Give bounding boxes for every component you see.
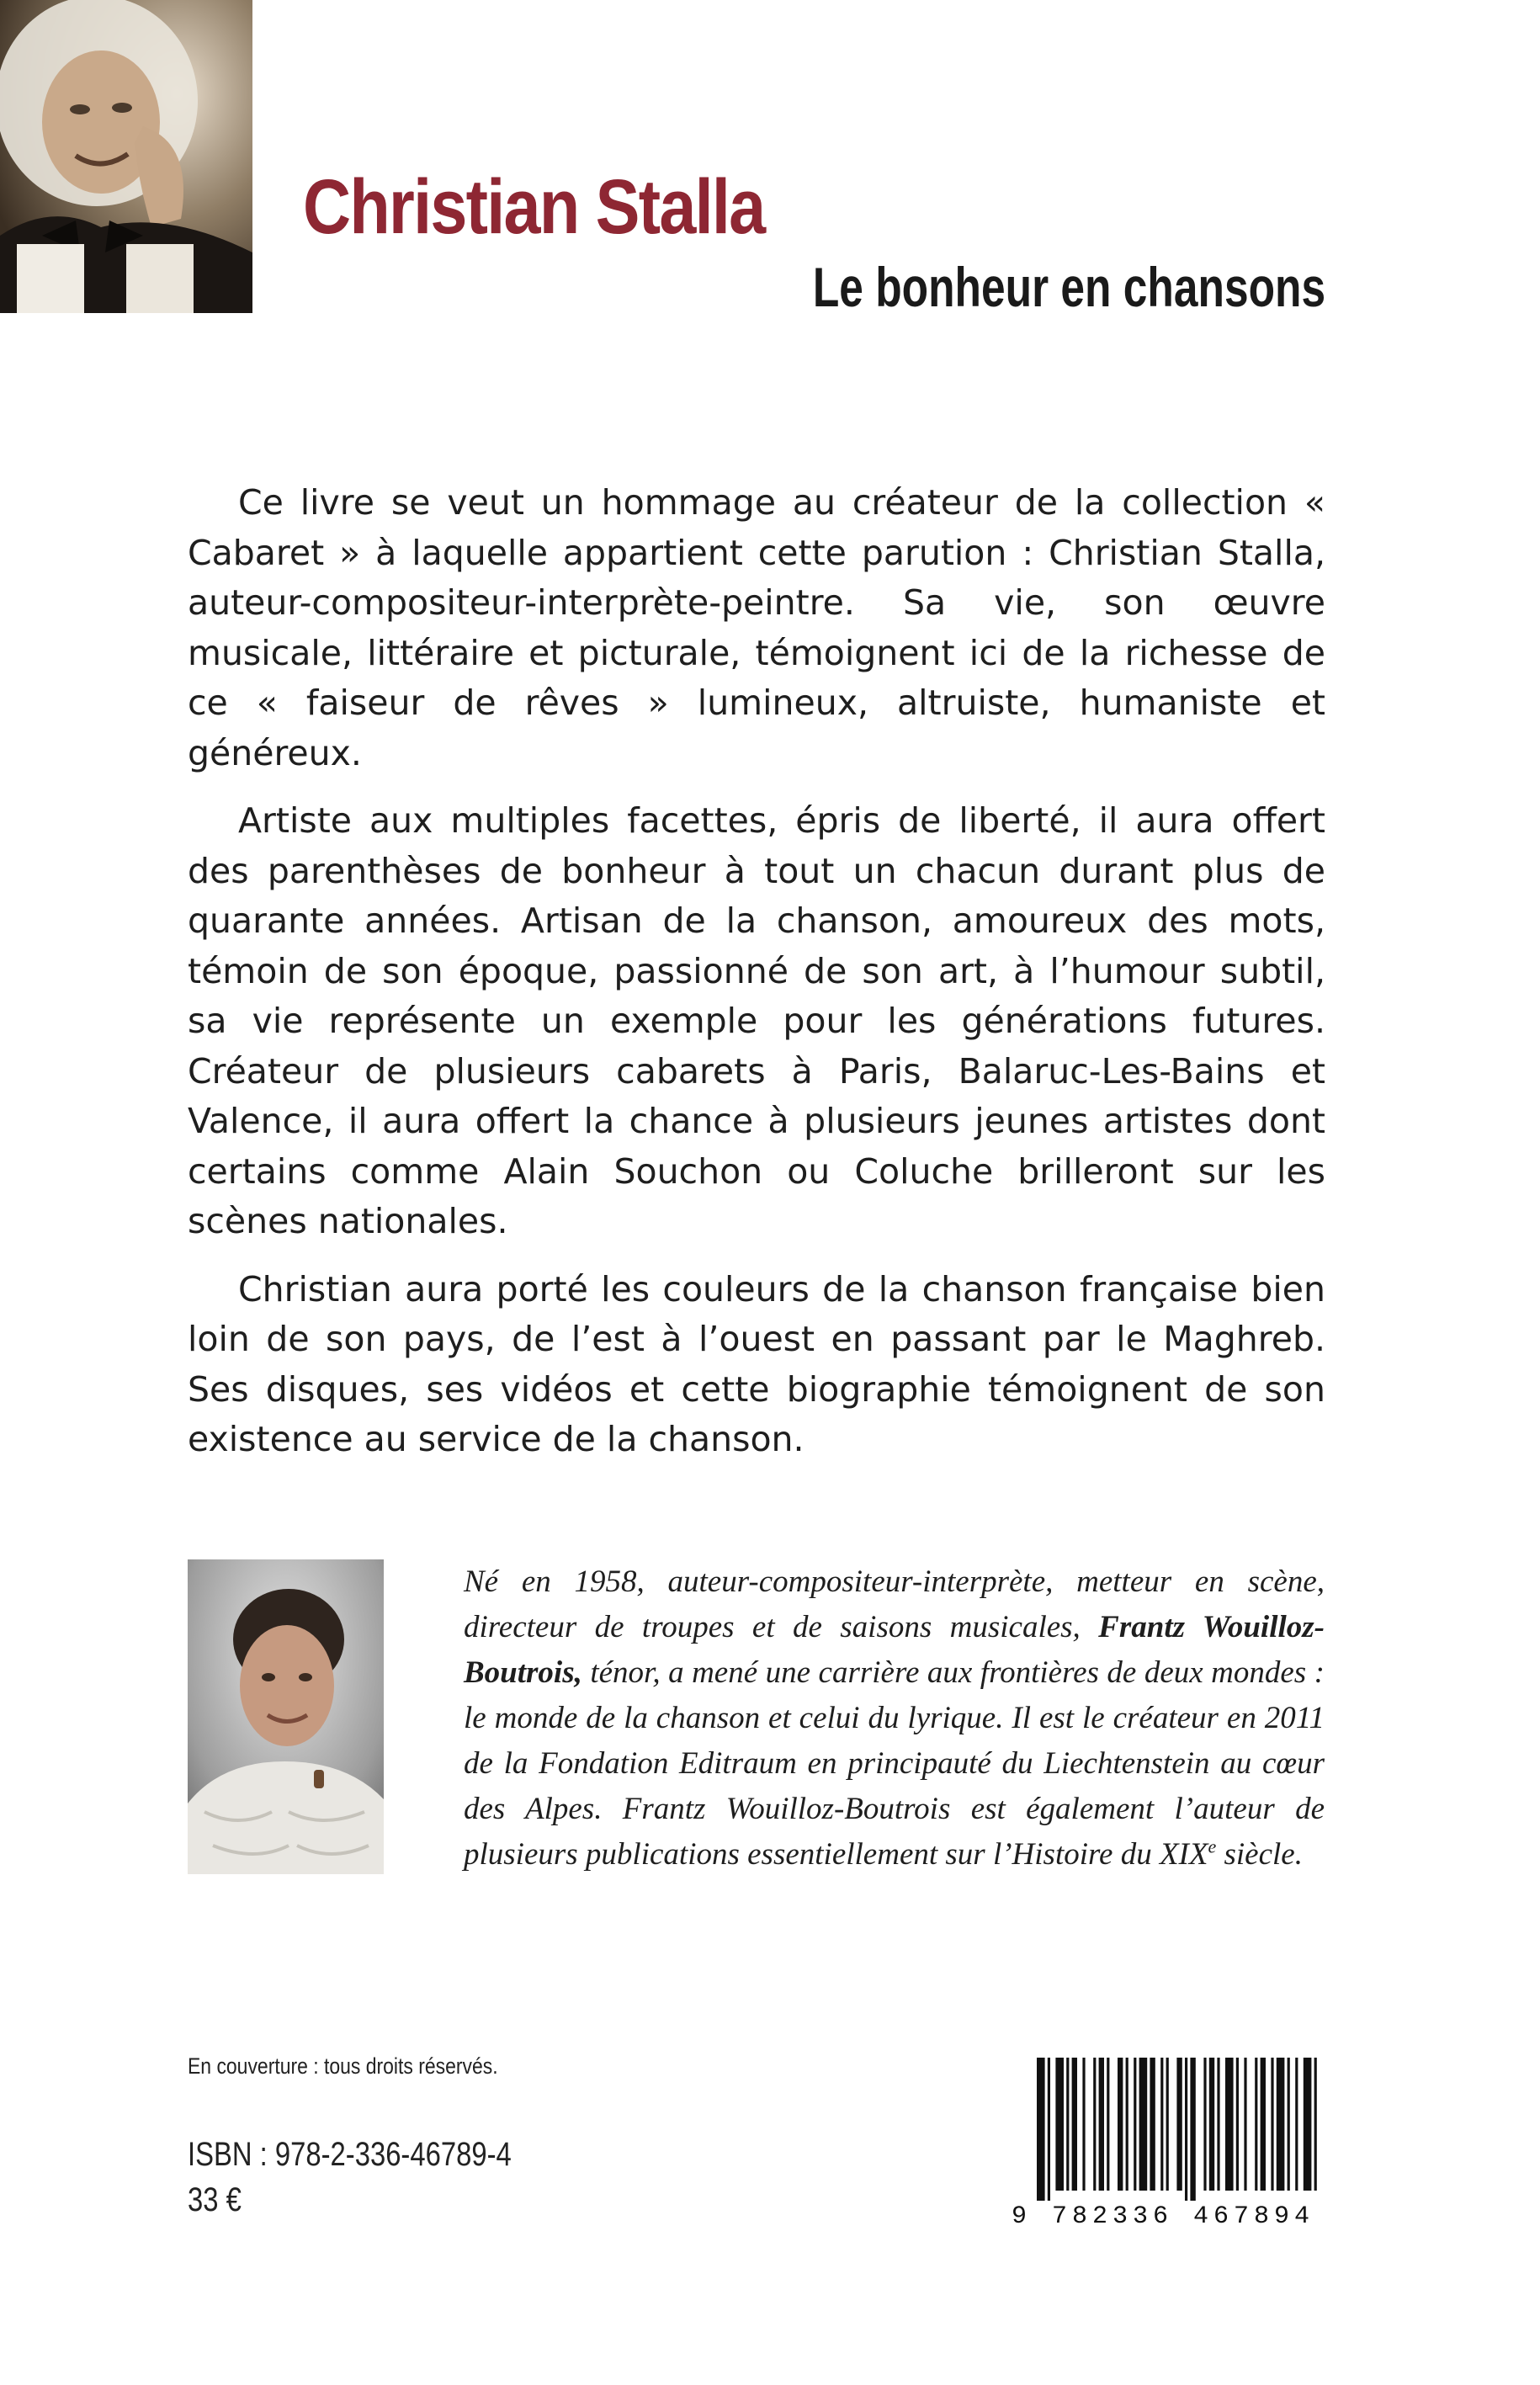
barcode-bar [1176,2058,1182,2191]
barcode-bar [1255,2058,1257,2191]
price: 33 € [188,2181,242,2218]
barcode [1012,2058,1328,2234]
barcode-bar [1082,2058,1085,2191]
barcode-bar [1126,2058,1128,2191]
barcode-bar [1185,2058,1187,2201]
bio-author-name: Frantz Wouilloz-Boutrois, [464,1610,1325,1690]
barcode-bar [1160,2058,1163,2191]
barcode-bar [1236,2058,1239,2191]
cover-credits: En couverture : tous droits réservés. [188,2053,498,2079]
barcode-bar [1190,2058,1195,2201]
author-name: Christian Stalla [303,164,765,250]
barcode-digits: 9 782336 467894 [1012,2202,1315,2231]
barcode-bar [1271,2058,1273,2191]
blurb-paragraph: Ce livre se veut un hommage au créateur de la collection « Cabaret » à laquelle appartient cette parution : Christian Stalla, auteur-compositeur-interprète-peintre. Sa vie, son œuvre musicale, littéraire et picturale, témoignent ici de la richesse de ce « faiseur de rêves » lumineux, altruiste, humaniste et généreux. [188,482,1325,773]
barcode-bar [1203,2058,1206,2191]
barcode-bar [1134,2058,1136,2191]
author-bio [464,1559,1325,1878]
barcode-bar [1295,2058,1298,2191]
barcode-bar [1217,2058,1219,2191]
barcode-bar [1037,2058,1045,2201]
barcode-bar [1304,2058,1312,2191]
barcode-bar [1150,2058,1155,2191]
bio-text: ténor, a mené une carrière aux frontières de deux mondes : le monde de la chanson et celui du lyrique. Il est le créateur en 2011 de la Fondation Editraum en principauté du Liechtenstein au cœur des Alpes. Frantz Wouilloz-Boutrois est également l’auteur de plusieurs publications essentiellement sur l’Histoire du XIX [464,1655,1325,1872]
barcode-bar [1048,2058,1050,2201]
barcode-bar [1261,2058,1266,2191]
barcode-bar [1139,2058,1148,2191]
barcode-bar [1093,2058,1096,2191]
isbn: ISBN : 978-2-336-46789-4 [188,2136,512,2173]
portrait-illustration-icon [0,0,252,313]
barcode-bar [1066,2058,1069,2191]
barcode-bar [1118,2058,1123,2191]
barcode-bar [1277,2058,1285,2191]
back-cover-blurb [188,478,1325,1483]
barcode-bar [1225,2058,1234,2191]
bio-text: siècle. [1224,1837,1303,1872]
bio-text: Né en 1958, auteur-compositeur-interprète, metteur en scène, directeur de troupes et de saisons musicales, [464,1564,1325,1644]
barcode-bar [1244,2058,1246,2191]
author-photo-bottom [188,1559,384,1874]
portrait-illustration-icon [188,1559,384,1874]
barcode-bar [1107,2058,1109,2191]
barcode-bar [1288,2058,1290,2191]
book-subtitle: Le bonheur en chansons [812,256,1325,318]
barcode-bar [1055,2058,1064,2191]
blurb-paragraph: Artiste aux multiples facettes, épris de liberté, il aura offert des parenthèses de bonheur à tout un chacun durant plus de quarante années. Artisan de la chanson, amoureux des mots, témoin de son époque, passionné de son art, à l’humour subtil, sa vie représente un exemple pour les générations futures. Créateur de plusieurs cabarets à Paris, Balaruc-Les-Bains et Valence, il aura offert la chance à plusieurs jeunes artistes dont certains comme Alain Souchon ou Coluche brilleront sur les scènes nationales. [188,800,1325,1241]
barcode-bar [1209,2058,1214,2191]
blurb-paragraph: Christian aura porté les couleurs de la chanson française bien loin de son pays, de l’est à l’ouest en passant par le Maghreb. Ses disques, ses vidéos et cette biographie témoignent de son existence au service de la chanson. [188,1268,1325,1459]
author-photo-top [0,0,252,313]
barcode-bar [1166,2058,1169,2191]
barcode-bar [1099,2058,1104,2191]
bio-superscript: e [1208,1835,1217,1857]
barcode-bar [1314,2058,1317,2191]
barcode-bar [1072,2058,1077,2191]
barcode-icon [1012,2058,1328,2201]
